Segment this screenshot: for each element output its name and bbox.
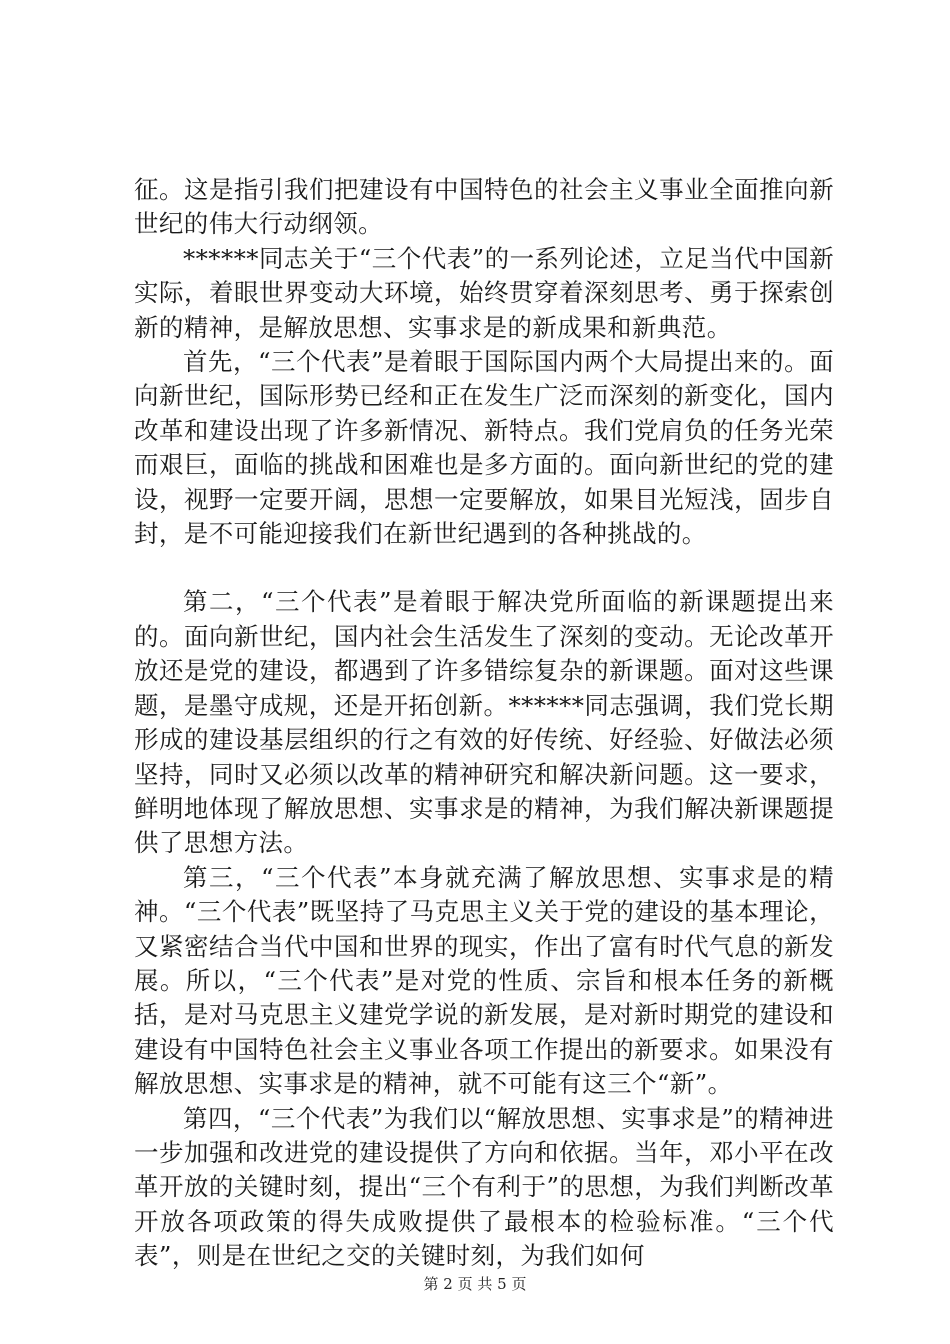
- paragraph-continuation: 征。这是指引我们把建设有中国特色的社会主义事业全面推向新世纪的伟大行动纲领。: [134, 175, 834, 239]
- paragraph-second-point: 第二，“三个代表”是着眼于解决党所面临的新课题提出来的。面向新世纪，国内社会生活发生了深刻的变动。无论改革开放还是党的建设，都遇到了许多错综复杂的新课题。面对这些课题，是墨守成规，还是开拓创新。******同志强调，我们党长期形成的建设基层组织的行之有效的好传统、好经验、好做法必须坚持，同时又必须以改革的精神研究和解决新问题。这一要求，鲜明地体现了解放思想、实事求是的精神，为我们解决新课题提供了思想方法。: [134, 587, 834, 858]
- paragraph-fourth-point: 第四，“三个代表”为我们以“解放思想、实事求是”的精神进一步加强和改进党的建设提供了方向和依据。当年，邓小平在改革开放的关键时刻，提出“三个有利于”的思想，为我们判断改革开放各项政策的得失成败提供了最根本的检验标准。“三个代表”，则是在世纪之交的关键时刻，为我们如何: [134, 1103, 834, 1271]
- paragraph-third-point: 第三，“三个代表”本身就充满了解放思想、实事求是的精神。“三个代表”既坚持了马克思主义关于党的建设的基本理论，又紧密结合当代中国和世界的现实，作出了富有时代气息的新发展。所以，“三个代表”是对党的性质、宗旨和根本任务的新概括，是对马克思主义建党学说的新发展，是对新时期党的建设和建设有中国特色社会主义事业各项工作提出的新要求。如果没有解放思想、实事求是的精神，就不可能有这三个“新”。: [134, 862, 834, 1099]
- paragraph-three-represents-overview: ******同志关于“三个代表”的一系列论述，立足当代中国新实际，着眼世界变动大环境，始终贯穿着深刻思考、勇于探索创新的精神，是解放思想、实事求是的新成果和新典范。: [134, 243, 834, 342]
- page-number-footer: 第 2 页 共 5 页: [423, 1275, 527, 1293]
- paragraph-first-point: 首先，“三个代表”是着眼于国际国内两个大局提出来的。面向新世纪，国际形势已经和正在发生广泛而深刻的新变化，国内改革和建设出现了许多新情况、新特点。我们党肩负的任务光荣而艰巨，面临的挑战和困难也是多方面的。面向新世纪的党的建设，视野一定要开阔，思想一定要解放，如果目光短浅，固步自封，是不可能迎接我们在新世纪遇到的各种挑战的。: [134, 347, 834, 549]
- document-body: [134, 173, 834, 1274]
